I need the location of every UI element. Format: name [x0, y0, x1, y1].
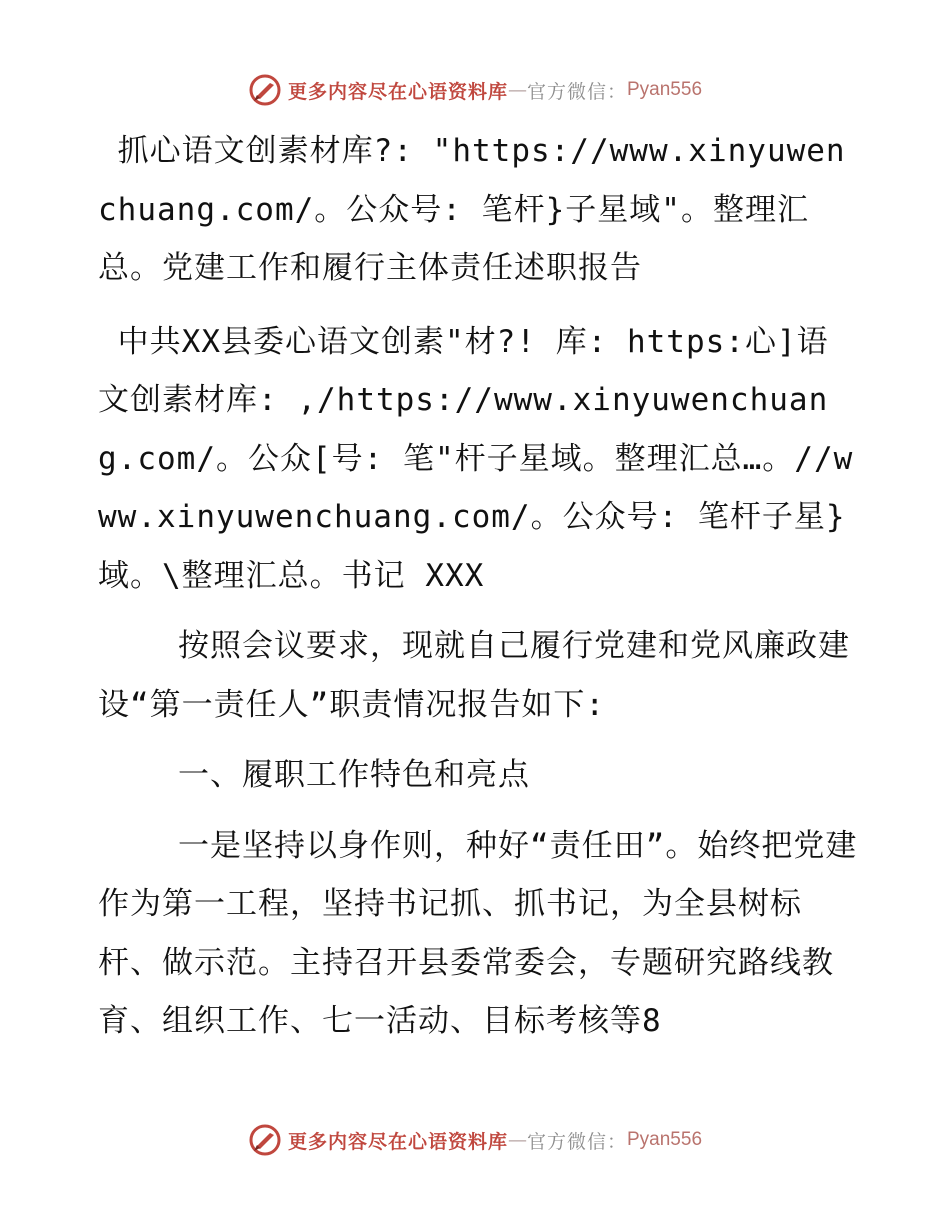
watermark-account: Pyan556 — [627, 1129, 703, 1150]
intro-paragraph: 按照会议要求，现就自己履行党建和党风廉政建设“第一责任人”职责情况报告如下: — [98, 628, 850, 723]
section-heading: 一、履职工作特色和亮点 — [178, 757, 530, 793]
document-body — [98, 122, 858, 1051]
watermark-separator: — — [507, 1129, 527, 1151]
pen-circle-logo-icon — [248, 1123, 282, 1157]
watermark-separator: — — [507, 79, 527, 101]
watermark-footer — [0, 1120, 950, 1160]
title-paragraph: 抓心语文创素材库?: "https://www.xinyuwenchuang.com/。公众号: 笔杆}子星域"。整理汇总。党建工作和履行主体责任述职报告 — [98, 133, 846, 286]
author-paragraph: 中共XX县委心语文创素"材?! 库: https:心]语文创素材库: ,/https://www.xinyuwenchuang.com/。公众[号: 笔"杆子星域。整理汇总…。//www.xinyuwenchuang.com/。公众号: 笔杆子星}域。\整理汇总。书记 XXX — [98, 323, 854, 594]
watermark-official-label: 官方微信： — [526, 80, 627, 103]
pen-circle-logo-icon — [248, 73, 282, 107]
watermark-brand: 更多内容尽在心语资料库 — [287, 1130, 508, 1153]
watermark-official-label: 官方微信： — [526, 1130, 627, 1153]
watermark-header — [0, 70, 950, 110]
watermark-account: Pyan556 — [627, 79, 703, 100]
watermark-brand: 更多内容尽在心语资料库 — [287, 80, 508, 103]
body-paragraph: 一是坚持以身作则，种好“责任田”。始终把党建作为第一工程，坚持书记抓、抓书记，为全县树标杆、做示范。主持召开县委常委会，专题研究路线教育、组织工作、七一活动、目标考核等8 — [98, 827, 858, 1039]
